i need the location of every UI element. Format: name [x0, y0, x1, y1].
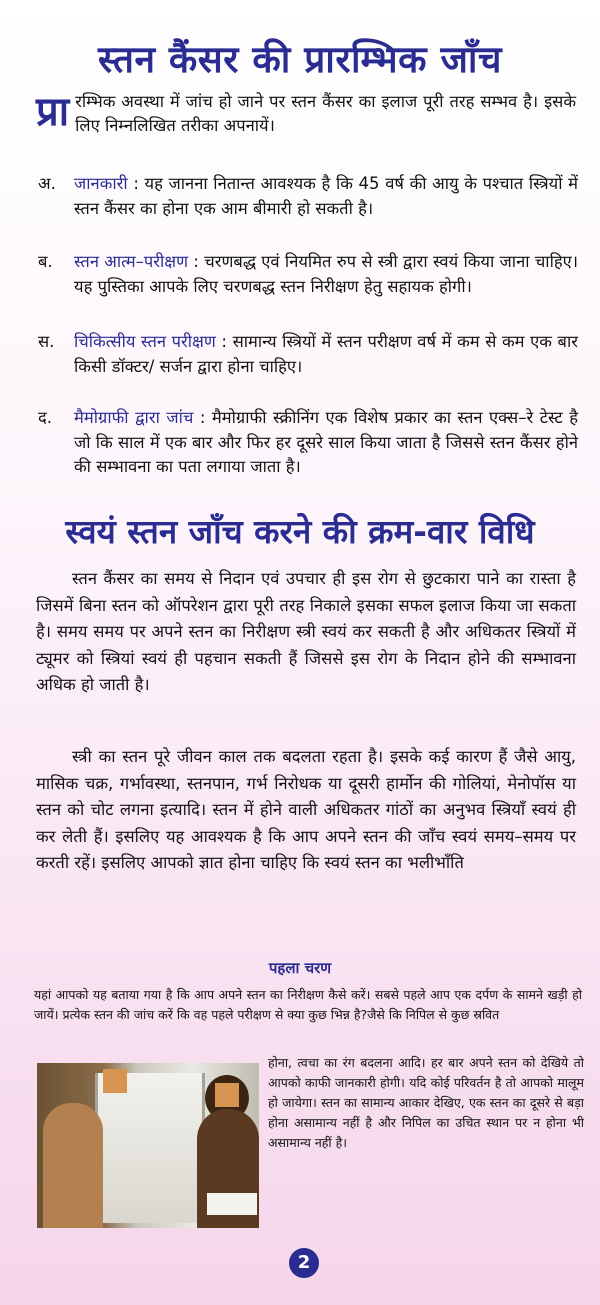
- face-blur: [215, 1083, 239, 1107]
- section-title: स्वयं स्तन जाँच करने की क्रम-वार विधि: [65, 512, 535, 551]
- towel: [207, 1193, 257, 1215]
- list-item-marker: स.: [38, 332, 55, 351]
- list-item-term: चिकित्सीय स्तन परीक्षण: [74, 332, 216, 351]
- step-title: पहला चरण: [268, 959, 332, 977]
- body-paragraph: स्त्री का स्तन पूरे जीवन काल तक बदलता रहता है। इसके कई कारण हैं जैसे आयु, मासिक चक्र, गर्भावस्था, स्तनपान, गर्भ निरोधक या दूसरी हार्मोन की गोलियां, मेनोपॉस या स्तन को चोट लगना इत्यादि। स्तन में होने वाली अधिकतर गांठों का अनुभव स्त्रियाँ स्वयं ही कर लेती हैं। इसलिए यह आवश्यक है कि आप अपने स्तन की जाँच स्वयं समय–समय पर करती रहें। इसलिए आपको ज्ञात होना चाहिए कि स्वयं स्तन का भलीभाँति: [36, 747, 576, 872]
- list-item-text: : चरणबद्ध एवं नियमित रुप से स्त्री द्वारा स्वयं किया जाना चाहिए। यह पुस्तिका आपके लिए चरणबद्ध स्तन निरीक्षण हेतु सहायक होगी।: [74, 252, 578, 296]
- step-side-paragraph: होना, त्वचा का रंग बदलना आदि। हर बार अपने स्तन को देखिये तो आपको काफी जानकारी होगी। यदि कोई परिवर्तन है तो आपको मालूम हो जायेगा। स्तन का सामान्य आकार देखिए, एक स्तन का दूसरे से बड़ा होना असामान्य नहीं है और निपिल का उचित स्थान पर न होना भी असामान्य नहीं है।: [268, 1055, 584, 1150]
- page-title: स्तन कैंसर की प्रारम्भिक जाँच: [97, 38, 502, 81]
- list-item-text: : मैमोग्राफी स्क्रीनिंग एक विशेष प्रकार का स्तन एक्स–रे टेस्ट है जो कि साल में एक बार और फिर हर दूसरे साल किया जाता है जिससे स्तन कैंसर होने की सम्भावना का पता लगाया जाता है।: [74, 408, 578, 476]
- mirror-photo: [37, 1063, 259, 1228]
- list-item-term: जानकारी: [74, 174, 128, 193]
- face-blur: [103, 1069, 127, 1093]
- page-number: 2: [289, 1248, 319, 1278]
- list-item-marker: ब.: [38, 252, 53, 271]
- list-item-term: मैमोग्राफी द्वारा जांच: [74, 408, 194, 427]
- list-item-marker: द.: [38, 408, 53, 427]
- body-paragraph: स्तन कैंसर का समय से निदान एवं उपचार ही इस रोग से छुटकारा पाने का रास्ता है जिसमें बिना स्तन को ऑपरेशन द्वारा पूरी तरह निकाले इसका सफल इलाज किया जा सकता है। समय समय पर अपने स्तन का निरीक्षण स्त्री स्वयं कर सकती है और अधिकतर स्त्रियों में ट्यूमर को स्त्रियां स्वयं ही पहचान सकती हैं जिससे इस रोग के निदान होने की सम्भावना अधिक हो जाती है।: [36, 569, 576, 694]
- intro-paragraph: [36, 90, 576, 138]
- mirror: [95, 1073, 205, 1223]
- list-item: [38, 406, 578, 480]
- list-item: [38, 250, 578, 299]
- dropcap: प्रा: [36, 89, 70, 135]
- list-item-term: स्तन आत्म–परीक्षण: [74, 252, 189, 271]
- list-item-marker: अ.: [38, 174, 56, 193]
- list-item-text: : यह जानना नितान्त आवश्यक है कि 45 वर्ष की आयु के पश्चात स्त्रियों में स्तन कैंसर का होना एक आम बीमारी हो सकती है।: [74, 174, 578, 218]
- intro-text: रम्भिक अवस्था में जांच हो जाने पर स्तन कैंसर का इलाज पूरी तरह सम्भव है। इसके लिए निम्नलिखित तरीका अपनायें।: [75, 92, 576, 135]
- list-item: [38, 172, 578, 221]
- step-paragraph: यहां आपको यह बताया गया है कि आप अपने स्तन का निरीक्षण कैसे करें। सबसे पहले आप एक दर्पण के सामने खड़ी हो जायें। प्रत्येक स्तन की जांच करें कि वह पहले परीक्षण से क्या कुछ भिन्न है?जैसे कि निपिल से कुछ स्रवित: [34, 987, 582, 1022]
- list-item: [38, 330, 578, 379]
- list-item-text: : सामान्य स्त्रियों में स्तन परीक्षण वर्ष में कम से कम एक बार किसी डॉक्टर/ सर्जन द्वारा होना चाहिए।: [74, 332, 578, 376]
- reflection-figure: [43, 1103, 103, 1228]
